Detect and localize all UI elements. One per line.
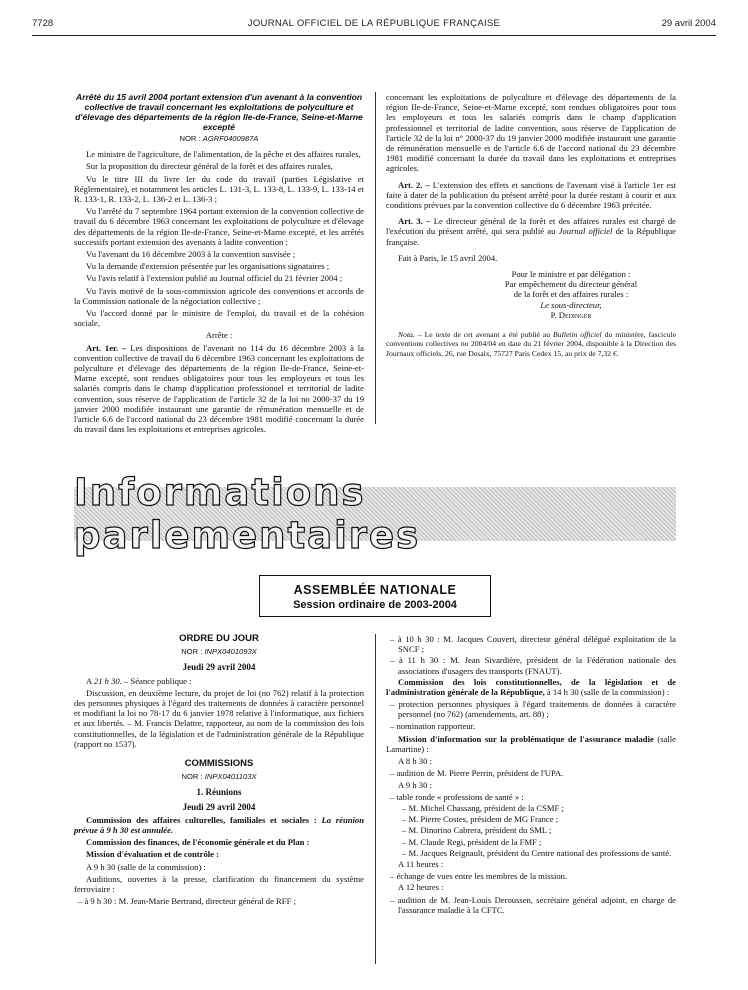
agenda-item: – nomination rapporteur. (390, 720, 476, 731)
arrete-para: Vu la demande d'extension présentée par les organisations signataires ; (86, 261, 330, 272)
commission-finances: Commission des finances, de l'économie générale et du Plan : (86, 837, 310, 848)
article-3: Art. 3. – Le directeur général de la forêt et des affaires rurales est chargé de l'exécution du présent arrêté, qui sera publié au Journal officiel de la République française. (386, 216, 676, 247)
ordre-nor: NOR : INPX0401093X (181, 647, 257, 657)
ordre-heading: ORDRE DU JOUR (179, 633, 259, 644)
audition-item: – à 9 h 30 : M. Jean-Marie Bertrand, directeur général de RFF ; (78, 896, 296, 907)
signature-block: Pour le ministre et par délégation : Par empêchement du directeur général de la forêt et des affaires rurales : Le sous-directeur, P. Dedinger (504, 269, 638, 320)
time-9h30: A 9 h 30 : (398, 779, 432, 790)
ordre-time: A 21 h 30. – Séance publique : (86, 675, 192, 686)
arrete-para: Vu le titre III du livre Ier du code du travail (parties Législative et Réglementaire), et notamment les articles L. 131-3, L. 133-8, L. 133-9, L. 133-14 et R. 133-1, R. 133-2, L. 136-2 et L. 136-3 ; (74, 173, 364, 205)
commissions-heading: COMMISSIONS (184, 758, 254, 770)
agenda-item: – audition de M. Pierre Perrin, président de l'UPA. (390, 768, 564, 779)
participant-item: – M. Jacques Reignault, président du Centre national des professions de santé. (402, 847, 672, 858)
arrete-nor: NOR : AGRF0400987A (179, 134, 259, 143)
commission-culturelles: Commission des affaires culturelles, familiales et sociales : La réunion prévue à 9 h 30 est annulée. (74, 814, 364, 836)
agenda-item: – audition de M. Jean-Louis Deroussen, secrétaire général adjoint, en charge de l'assurance maladie à la CFTC. (390, 894, 676, 915)
audition-item: – à 10 h 30 : M. Jacques Couvert, directeur général délégué exploitation de la SNCF ; (390, 634, 676, 655)
column-divider (375, 634, 376, 964)
reunions-date: Jeudi 29 avril 2004 (182, 801, 256, 812)
arrete-para: Vu l'avis relatif à l'extension publié au Journal officiel du 21 février 2004 ; (86, 273, 343, 284)
page-header (32, 18, 716, 34)
header-rule (32, 35, 716, 36)
mission-text: Auditions, ouvertes à la presse, clarification du financement du système ferroviaire : (74, 873, 364, 895)
arrete-para: Vu l'arrêté du 7 septembre 1964 portant extension de la convention collective de travail du 6 décembre 1963 concernant les exploitations de polyculture et d'élevage des départements de la région Ile-de-France, Seine-et-Marne excepté, et les arrêtés successifs portant extension des avenants à ladite convention ; (74, 206, 364, 247)
page-number: 7728 (32, 18, 54, 29)
time-8h30: A 8 h 30 : (398, 756, 432, 767)
participant-item: – M. Pierre Costes, président de MG France ; (402, 814, 559, 825)
agenda-item: – protection personnes physiques à l'égard traitements de données à caractère personnel (no 762) (amendements, art. 88) ; (390, 699, 676, 720)
article-1-continued: concernant les exploitations de polyculture et d'élevage des départements de la région Ile-de-France, Seine-et-Marne excepté, sont rendues obligatoires pour tous les employeurs et tous les salariés compris dans le champ d'application professionnel et territorial de ladite convention, sous réserve de l'application de l'article 32 de la loi n° 2000-37 du 19 janvier 2000 modifiée instaurant une garantie de rémunération mensuelle et de l'article 6.6 de l'accord national du 23 décembre 1981 modifié concernant la durée du travail dans les exploitations et entreprises agricoles. (386, 92, 676, 174)
time-12h: A 12 heures : (398, 882, 444, 893)
arrete-para: Vu l'avenant du 16 décembre 2003 à la convention susvisée ; (86, 249, 296, 260)
arrete-column-right (386, 92, 676, 360)
issue-date: 29 avril 2004 (661, 18, 716, 29)
participant-item: – M. Michel Chassang, président de la CSMF ; (402, 803, 564, 814)
mission-time: A 9 h 30 (salle de la commission) : (86, 861, 206, 872)
commission-lois: Commission des lois constitutionnelles, de la législation et de l'administration générale de la République, à 14 h 30 (salle de la commission) : (386, 676, 676, 698)
arrete-para: Vu l'accord donné par le ministre de l'emploi, du travail et de la cohésion sociale, (74, 308, 364, 329)
article-2: Art. 2. – L'extension des effets et sanctions de l'avenant visé à l'article 1er est faite à dater de la publication du présent arrêté pour la durée restant à courir et aux conditions prévues par la convention collective du 6 décembre 1963 précitée. (386, 179, 676, 211)
reunions-heading: 1. Réunions (196, 787, 242, 798)
arrete-para: Sur la proposition du directeur général de la forêt et des affaires rurales, (86, 161, 333, 172)
commissions-nor: NOR : INPX0401103X (181, 772, 257, 782)
participant-item: – M. Claude Regi, président de la FMF ; (402, 836, 542, 847)
arrete-para: Le ministre de l'agriculture, de l'alimentation, de la pêche et des affaires rurales, (86, 149, 361, 160)
fait-a-paris: Fait à Paris, le 15 avril 2004. (398, 252, 498, 263)
ordre-date: Jeudi 29 avril 2004 (182, 662, 256, 673)
ordre-column-right (386, 634, 676, 916)
arrete-word: Arrête : (205, 330, 233, 341)
arrete-para: Vu l'avis motivé de la sous-commission agricole des conventions et accords de la Commission nationale de la négociation collective ; (74, 285, 364, 306)
column-divider (375, 92, 376, 424)
article-1: Art. 1er. – Les dispositions de l'avenant no 114 du 16 décembre 2003 à la convention collective de travail du 6 décembre 1963 concernant les exploitations de polyculture et d'élevage des départements de la région Ile-de-France, Seine-et-Marne excepté, sont rendues obligatoires pour tous les employeurs et tous les salariés compris dans le champ d'application professionnel et territorial de ladite convention, sous réserve de l'application de l'article 32 de la loi no 2000-37 du 19 janvier 2000 modifiée instaurant une garantie de rémunération mensuelle et de l'article 6.6 de l'accord national du 23 décembre 1981 modifié concernant la durée du travail dans les exploitations et entreprises agricoles. (74, 342, 364, 435)
ordre-text: Discussion, en deuxième lecture, du projet de loi (no 762) relatif à la protection des personnes physiques à l'égard des traitements de données à caractère personnel et modifiant la loi no 78-17 du 6 janvier 1978 relative à l'informatique, aux fichiers et aux libertés. – M. Francis Delattre, rapporteur, au nom de la commission des lois constitutionnelles, de la législation et de l'administration générale de la République (rapport no 1537). (74, 687, 364, 749)
agenda-item: – table ronde « professions de santé » : (390, 791, 524, 802)
mission-assurance: Mission d'information sur la problématique de l'assurance maladie (salle Lamartine) : (386, 733, 676, 755)
section-banner (74, 471, 676, 557)
nota: Nota. – Le texte de cet avenant a été publié au Bulletin officiel du ministère, fascicule conventions collectives no 2004/04 en date du 21 février 2004, disponible à la Direction des Journaux officiels, 26, rue Desaix, 75727 Paris Cedex 15, au prix de 7,32 €. (386, 330, 676, 358)
assemblee-title: ASSEMBLÉE NATIONALE (293, 583, 457, 597)
participant-item: – M. Dinorino Cabrera, président du SML ; (402, 825, 552, 836)
assemblee-box (259, 575, 491, 617)
arrete-title: Arrêté du 15 avril 2004 portant extension d'un avenant à la convention collective de travail concernant les exploitations de polyculture et d'élevage des départements de la région Ile-de-France, Seine-et-Marne excepté (75, 92, 363, 132)
session-title: Session ordinaire de 2003-2004 (293, 599, 457, 611)
ordre-column-left (74, 634, 364, 907)
mission-evaluation: Mission d'évaluation et de contrôle : (86, 849, 219, 860)
agenda-item: – échange de vues entre les membres de la mission. (390, 871, 568, 882)
arrete-column-left (74, 92, 364, 435)
audition-item: – à 11 h 30 : M. Jean Sivardière, président de la Fédération nationale des associations d'usagers des transports (FNAUT). (390, 655, 676, 676)
banner-title: Informations parlementaires (74, 471, 421, 557)
time-11h: A 11 heures : (398, 859, 444, 870)
journal-title: JOURNAL OFFICIEL DE LA RÉPUBLIQUE FRANÇAISE (247, 18, 501, 29)
